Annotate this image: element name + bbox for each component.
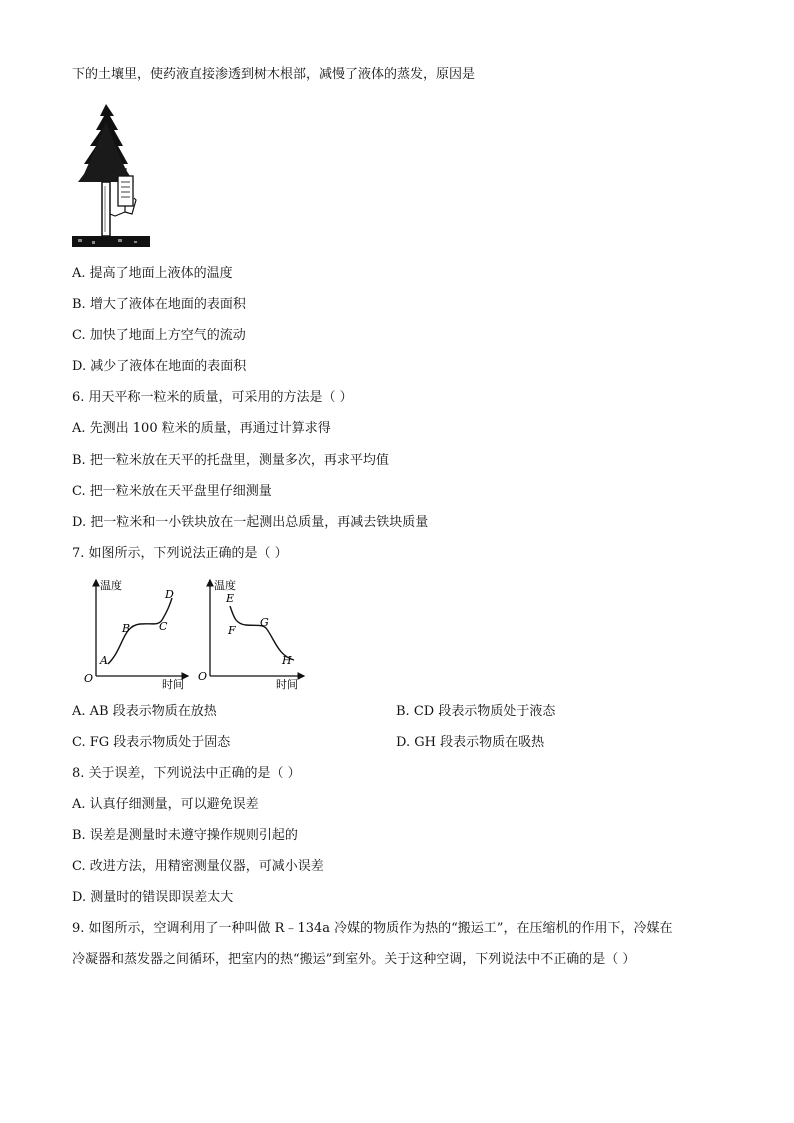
- q6-option-d: D. 把一粒米和一小铁块放在一起测出总质量，再减去铁块质量: [72, 515, 429, 530]
- q7-option-b: B. CD 段表示物质处于液态: [396, 704, 556, 719]
- graph1-ylabel: 温度: [100, 579, 122, 592]
- q8-option-d: D. 测量时的错误即误差太大: [72, 890, 234, 905]
- q9-stem-line2: 冷凝器和蒸发器之间循环，把室内的热“搬运”到室外。关于这种空调，下列说法中不正确的是（ ）: [72, 952, 636, 967]
- graph1-point-d: D: [165, 588, 174, 601]
- q6-option-b: B. 把一粒米放在天平的托盘里，测量多次，再求平均值: [72, 453, 389, 468]
- q5-option-b: B. 增大了液体在地面的表面积: [72, 297, 246, 312]
- q7-option-c: C. FG 段表示物质处于固态: [72, 735, 231, 750]
- q9-stem-line1: 9. 如图所示，空调利用了一种叫做 R﹣134a 冷媒的物质作为热的“搬运工”，在压缩机的作用下，冷媒在: [72, 921, 673, 936]
- q5-option-c: C. 加快了地面上方空气的流动: [72, 328, 246, 343]
- q7-option-d: D. GH 段表示物质在吸热: [396, 735, 545, 750]
- q8-option-c: C. 改进方法，用精密测量仪器，可减小误差: [72, 859, 324, 874]
- tree-drip-figure: [70, 102, 154, 252]
- graph1-point-a: A: [100, 654, 108, 667]
- graph2-ylabel: 温度: [214, 579, 236, 592]
- q7-graph-heating: [80, 576, 192, 690]
- q8-option-b: B. 误差是测量时未遵守操作规则引起的: [72, 828, 298, 843]
- graph2-origin: O: [198, 670, 208, 683]
- graph1-point-b: B: [122, 622, 131, 635]
- graph2-point-h: H: [282, 654, 292, 667]
- q8-stem: 8. 关于误差，下列说法中正确的是（ ）: [72, 766, 301, 781]
- q8-option-a: A. 认真仔细测量，可以避免误差: [72, 797, 259, 812]
- graph1-point-c: C: [159, 620, 168, 633]
- graph2-xlabel: 时间: [276, 678, 298, 690]
- q6-option-a: A. 先测出 100 粒米的质量，再通过计算求得: [72, 421, 331, 436]
- q7-graph-cooling: [196, 576, 308, 690]
- q5-option-a: A. 提高了地面上液体的温度: [72, 266, 233, 281]
- graph2-curve: [230, 606, 294, 660]
- graph1-origin: O: [84, 672, 94, 685]
- intro-line: 下的土壤里，使药液直接渗透到树木根部，减慢了液体的蒸发，原因是: [72, 67, 476, 82]
- q6-stem: 6. 用天平称一粒米的质量，可采用的方法是（ ）: [72, 390, 353, 405]
- graph2-point-g: G: [260, 616, 269, 629]
- ground-soil: [72, 236, 150, 247]
- q7-option-a: A. AB 段表示物质在放热: [72, 704, 217, 719]
- graph2-point-e: E: [226, 592, 235, 605]
- q7-stem: 7. 如图所示，下列说法正确的是（ ）: [72, 546, 288, 561]
- q6-option-c: C. 把一粒米放在天平盘里仔细测量: [72, 484, 272, 499]
- graph1-xlabel: 时间: [162, 678, 184, 690]
- graph2-point-f: F: [228, 624, 236, 637]
- q5-option-d: D. 减少了液体在地面的表面积: [72, 359, 247, 374]
